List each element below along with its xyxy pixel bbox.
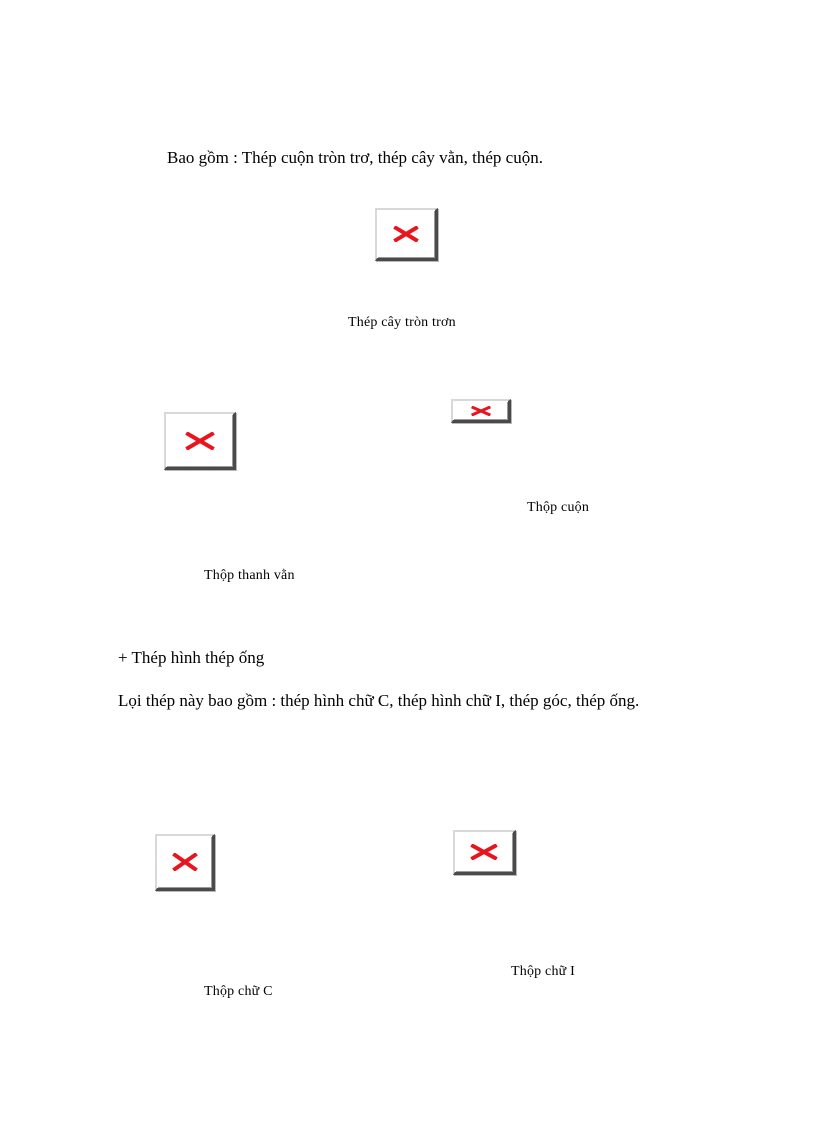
figure-caption: Thộp thanh vằn — [204, 568, 295, 583]
section-line: Lọi thép này bao gồm : thép hình chữ C, thép hình chữ I, thép góc, thép ống. — [118, 691, 640, 710]
figure-caption: Thộp cuộn — [527, 500, 590, 515]
broken-image-icon — [185, 432, 215, 450]
figure-c-channel-image — [155, 834, 215, 891]
broken-image-icon — [470, 844, 498, 860]
figure-round-bar-image — [375, 208, 438, 261]
section-heading: + Thép hình thép ống — [118, 648, 265, 667]
intro-line: Bao gồm : Thép cuộn tròn trơ, thép cây vằn, thép cuộn. — [167, 148, 543, 167]
figure-caption: Thộp chữ I — [511, 964, 576, 979]
broken-image-icon — [393, 226, 419, 242]
broken-image-icon — [172, 853, 198, 871]
figure-coil-image — [451, 399, 511, 423]
broken-image-icon — [470, 406, 492, 416]
figure-i-beam-image — [453, 830, 516, 875]
figure-ribbed-bar-image — [164, 412, 236, 470]
figure-caption: Thộp chữ C — [204, 984, 273, 999]
figure-caption: Thép cây tròn trơn — [348, 315, 456, 330]
